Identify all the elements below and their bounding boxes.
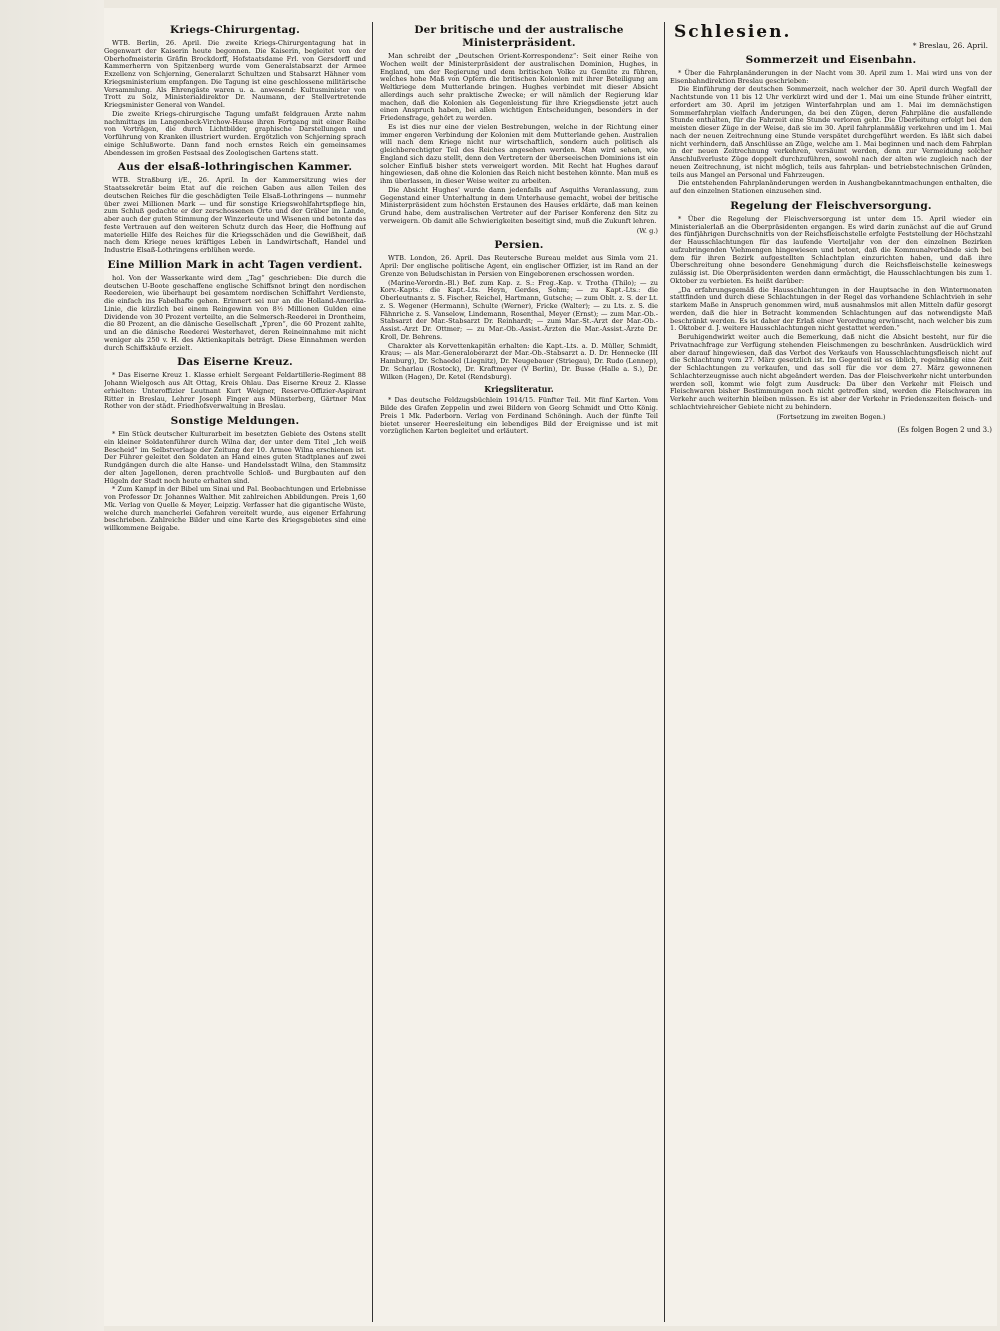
article-paragraph: „Da erfahrungsgemäß die Hausschlachtungen in der Hauptsache in den Wintermonaten stattfinden und durch diese Schlachtungen in der Regel das vorhandene Schlachtvieh in sehr starkem Maße in Anspruch genommen wird, muß ausnahmslos mit allen Mitteln dafür gesorgt werden, daß die hier in Betracht kommenden Schlachtungen auf das notwendigste Maß beschränkt werden. Es ist daher der Erlaß einer Verordnung erwünscht, nach welcher bis zum 1. Oktober d. J. weitere Hausschlachtungen nicht gestattet werden.“	[670, 285, 992, 333]
article-heading: Das Eiserne Kreuz.	[177, 356, 293, 369]
column-middle	[380, 20, 658, 1320]
article-paragraph: WTB. Straßburg i/E., 26. April. In der Kammersitzung wies der Staatssekretär beim Etat auf die reichen Gaben aus allen Teilen des deutschen Reiches für die geschädigten Teile Elsaß-Lothringens — nunmehr über zwei Millionen Mark — und für sonstige Kriegswohlfahrtspflege hin, zum Schluß gedachte er der zerschossenen Orte und der Gräber im Lande, aber auch der guten Stimmung der Winzerleute und Wisenen und betonte das feste Vertrauen auf den weiteren Schutz durch das Heer, die Hoffnung auf materielle Hilfe des Reiches für die Kriegsschäden und die Gewißheit, daß nach dem Kriege neues kräftiges Leben in Landwirtschaft, Handel und Industrie Elsaß-Lothringens erblühen werde.	[104, 176, 366, 254]
article-signature: (W. g.)	[636, 226, 658, 235]
article-paragraph: WTB. London, 26. April. Das Reutersche Bureau meldet aus Simla vom 21. April: Der englische politische Agent, ein englischer Offizier, ist im Rand an der Grenze von Beludschistan in Persien von Eingeborenen erschossen worden.	[380, 254, 658, 278]
article-paragraph: hol. Von der Wasserkante wird dem „Tag“ geschrieben: Die durch die deutschen U-Boote geschaffene englische Schiffsnot bringt den nordischen Reedereien, wie überhaupt bei gesamtem nordischen Schiffahrt Verdienste, die einfach ins Fabelhafte gehen. Erinnert sei nur an die Holland-Amerika-Linie, die kürzlich bei einem Reingewinn von 8½ Millionen Gulden eine Dividende von 30 Prozent verteilte, an die Selmersch-Reederei in Drontheim, die 80 Prozent, an die dänische Gesellschaft „Ypren“, die 60 Prozent zahlte, und an die dänische Reederei Westerhavet, deren Reineinnahme mit nicht weniger als 250 v. H. des Aktienkapitals beträgt. Diese Einnahmen werden durch Schiffskäufe erzielt.	[104, 273, 366, 352]
article-paragraph: Beruhigendwirkt weiter auch die Bemerkung, daß nicht die Absicht besteht, nur für die Privatnachfrage zur Verfügung stehenden Fleischmengen zu beschränken. Ausdrücklich wird aber darauf hingewiesen, daß das Verbot des Verkaufs von Hausschlachtungsfleisch nicht auf die Schlachtung vom 27. März gesetzlich ist. Im Gegenteil ist es üblich, regelmäßig eine Zeit der Schlachtungen zu verkaufen, und das soll für die vor dem 27. März gewonnenen Schlachterzeugnisse auch nicht abgeändert werden. Das der Fleischverkehr nicht unterbunden werden soll, kommt wie folgt zum Ausdruck: Da über den Verkehr mit Fleisch und Fleischwaren bisher Bestimmungen noch nicht getroffen sind, werden die Fleischwaren im Verkehr auch weiterhin bleiben müssen. Es ist aber der Verkehr in Friedenszeiten fleisch- und schlachtviehreicher Gebiete nicht zu behindern.	[670, 333, 992, 411]
article-paragraph: * Zum Kampf in der Bibel um Sinai und Pal. Beobachtungen und Erlebnisse von Professor Dr. Johannes Walther. Mit zahlreichen Abbildungen. Preis 1,60 Mk. Verlag von Quelle & Meyer, Leipzig. Verfasser hat die gigantische Wüste, welche durch mancherlei Gefahren vereitelt wurde, aus eigener Erfahrung beschrieben. Zahlreiche Bilder und eine Karte des Kriegsgebietes sind eine willkommene Beigabe.	[104, 485, 366, 532]
column-rule	[372, 22, 373, 1322]
article-paragraph: Es ist dies nur eine der vielen Bestrebungen, welche in der Richtung einer immer engeren Verbindung der Kolonien mit dem Mutterlande gehen. Australien will nach dem Kriege nicht nur wirtschaftlich, sondern auch politisch als gleichberechtigter Teil des Reiches angesehen werden. Man wird sehen, wie England sich dazu stellt, denn den Vertretern der überseeischen Dominions ist ein solcher Einfluß bisher stets verweigert worden. Mit Recht hat Hughes darauf hingewiesen, daß ohne die Kolonien das Reich nicht bestehen könnte. Man muß es ihm überlassen, in dieser Weise weiter zu arbeiten.	[380, 122, 658, 185]
article-paragraph: WTB. Berlin, 26. April. Die zweite Kriegs-Chirurgentagung hat in Gegenwart der Kaiserin heute begonnen. Die Kaiserin, begleitet von der Oberhofmeisterin Gräfin Brockdorff, Hofstaatsdame Frl. von Gersdorff und Kammerherrn von Spitzenberg wurde vom Generalstabsarzt der Armee Exzellenz von Schjerning, Generalarzt Schultzen und Stabsarzt Hähner vom Kriegsministerium empfangen. Die Tagung ist eine geschlossene militärische Versammlung. Als Ehrengäste waren u. a. anwesend: Kultusminister von Trott zu Solz, Ministerialdirektor Dr. Naumann, der Stellvertretende Kriegsminister General von Wandel.	[104, 39, 366, 109]
article-heading: Kriegs-Chirurgentag.	[170, 24, 300, 36]
article-heading: Der britische und der australische Ministerpräsident.	[414, 24, 624, 49]
article-heading: Sommerzeit und Eisenbahn.	[745, 53, 917, 66]
article-heading: Aus der elsaß-lothringischen Kammer.	[117, 161, 353, 174]
page-margin	[0, 0, 104, 1331]
article-paragraph: * Ein Stück deutscher Kulturarbeit im besetzten Gebiete des Ostens stellt ein kleiner Soldatenführer durch Wilna dar, der unter dem Titel „Ich weiß Bescheid“ im Selbstverlage der Zeitung der 10. Armee Wilna erschienen ist. Der Führer geleitet den Soldaten an Hand eines guten Stadtplanes auf zwei Rundgängen durch die alte Hanse- und Handelsstadt Wilna, den Stammsitz der alten Jagellonen, deren prachtvolle Schloß- und Burgbauten auf den Hügeln der Stadt noch heute erhalten sind.	[104, 430, 366, 485]
article-heading: Persien.	[494, 239, 544, 252]
newspaper-page	[104, 8, 997, 1326]
article-paragraph: Die entstehenden Fahrplanänderungen werden in Aushangbekanntmachungen enthalten, die auf den einzelnen Stationen einzusehen sind.	[670, 179, 992, 195]
article-paragraph: Die zweite Kriegs-chirurgische Tagung umfaßt feldgrauen Ärzte nahm nachmittags im Langenbeck-Virchow-Hause ihren Fortgang mit einer Reihe von Vorträgen, die durch Lichtbilder, graphische Darstellungen und Vorführung von Kranken illustriert wurden. Ergötzlich von Schjerning sprach einige Schlußworte. Dann fand noch ernstes Reich ein gemeinsames Abendessen im großen Festsaal des Zoologischen Gartens statt.	[104, 109, 366, 157]
page-footer: (Es folgen Bogen 2 und 3.)	[897, 426, 992, 435]
article-paragraph: Die Einführung der deutschen Sommerzeit, nach welcher der 30. April durch Wegfall der Nachtstunde von 11 bis 12 Uhr verkürzt wird und der 1. Mai um eine Stunde früher eintritt, erfordert am 30. April im jetzigen Winterfahrplan und am 1. Mai im demnächstigen Sommerfahrplan vielfach Änderungen, da bei den Zügen, deren Fahrpläne die ausfallende Stunde enthalten, für die Fahrzeit eine Stunde verloren geht. Die Überleitung erfolgt bei den meisten dieser Züge in der Weise, daß sie im 30. April fahrplanmäßig verkehren und im 1. Mai nach der neuen Zeitrechnung eine Stunde verspätet durchgeführt werden. Es läßt sich dabei nicht verhindern, daß Anschlüsse an Züge, welche am 1. Mai beginnen und nach dem Fahrplan in der neuen Zeitrechnung verkehren, versäumt werden, denn zur Vermeidung solcher Anschlußverluste Züge doppelt durchzuführen, sowohl nach der alten wie zugleich nach der neuen Zeitrechnung, ist nicht möglich, teils aus fahrplan- und betriebstechnischen Gründen, teils aus Mangel an Personal und Fahrzeugen.	[670, 85, 992, 179]
article-paragraph: * Das Eiserne Kreuz 1. Klasse erhielt Sergeant Feldartillerie-Regiment 88 Johann Wielgosch aus Alt Ottag, Kreis Ohlau. Das Eiserne Kreuz 2. Klasse erhielten: Unteroffizier Leutnant Kurt Weigner, Reserve-Offizier-Aspirant Ritter in Breslau, Lehrer Joseph Finger aus Münsterberg, Gärtner Max Rother von der städt. Friedhofsverwaltung in Breslau.	[104, 371, 366, 411]
continuation-note: (Fortsetzung im zweiten Bogen.)	[776, 412, 886, 421]
article-paragraph: (Marine-Verordn.-Bl.) Bef. zum Kap. z. S.: Freg.-Kap. v. Trotha (Thilo); — zu Korv.-Kapts.: die Kapt.-Lts. Heyn, Gerdes, Sohm; — zu Kapt.-Lts.: die Oberleutnants z. S. Fischer, Reichel, Hartmann, Gutsche; — zum Oblt. z. S. der Lt. z. S. Wegener (Hermann), Schulte (Werner), Fricke (Walter); — zu Lts. z. S. die Fähnriche z. S. Vanselow, Lindemann, Rosenthal, Meyer (Ernst); — zum Mar.-Ob.-Stabsarzt der Mar.-Stabsarzt Dr. Reinhardt; — zum Mar.-St.-Arzt der Mar.-Ob.-Assist.-Arzt Dr. Ottmer; — zu Mar.-Ob.-Assist.-Ärzten die Mar.-Assist.-Ärzte Dr. Kroll, Dr. Behrens.	[380, 278, 658, 341]
article-paragraph: Man schreibt der „Deutschen Orient-Korrespondenz“: Seit einer Reihe von Wochen weilt der Ministerpräsident der australischen Dominion, Hughes, in England, um der Regierung und dem britischen Volke zu Gemüte zu führen, welches hohe Maß von Opfern die britischen Kolonien mit ihrer Beteiligung am Weltkriege dem Mutterlande bringen. Hughes verbindet mit dieser Absicht allerdings auch sehr praktische Zwecke; er will nämlich der Regierung klar machen, daß die Kolonien als Gegenleistung für ihre Kriegsdienste jetzt auch einen Anspruch haben, bei allen wichtigen Entscheidungen, besonders in der Friedensfrage, gehört zu werden.	[380, 52, 658, 122]
column-left	[104, 20, 366, 1320]
article-heading: Kriegsliteratur.	[484, 384, 554, 395]
article-paragraph: * Über die Fahrplanänderungen in der Nacht vom 30. April zum 1. Mai wird uns von der Eisenbahndirektion Breslau geschrieben:	[670, 68, 992, 85]
dateline: * Breslau, 26. April.	[912, 41, 988, 50]
article-heading: Sonstige Meldungen.	[170, 415, 300, 427]
article-paragraph: Die Absicht Hughes' wurde dann jedenfalls auf Asquiths Veranlassung, zum Gegenstand einer Unterhaltung in dem Unterhause gemacht, wobei der britische Ministerpräsident zum höchsten Erstaunen des Hauses erklärte, daß man keinen Grund habe, dem australischen Vertreter auf der Pariser Konferenz den Sitz zu verweigern. Ob damit alle Schwierigkeiten beseitigt sind, muß die Zukunft lehren.	[380, 185, 658, 225]
article-paragraph: Charakter als Korvettenkapitän erhalten: die Kapt.-Lts. a. D. Müller, Schmidt, Kraus; — als Mar.-Generaloberarzt der Mar.-Ob.-Stabsarzt a. D. Dr. Hennecke (III Hamburg), Dr. Schaedel (Liegnitz), Dr. Neugebauer (Striegau), Dr. Rudo (Lennep), Dr. Scharlau (Rostock), Dr. Kraftmeyer (V Berlin), Dr. Busse (Halle a. S.), Dr. Wilken (Hagen), Dr. Ketel (Rendsburg).	[380, 341, 658, 381]
section-masthead: Schlesien.	[674, 22, 792, 42]
article-paragraph: * Das deutsche Feldzugsbüchlein 1914/15. Fünfter Teil. Mit fünf Karten. Vom Bilde des Grafen Zeppelin und zwei Bildern von Georg Schmidt und Otto König. Preis 1 Mk. Paderborn. Verlag von Ferdinand Schöningh. Auch der fünfte Teil bietet unserer Heeresleitung ein lebendiges Bild der Ereignisse und ist mit vorzüglichen Karten begleitet und erläutert.	[380, 396, 658, 436]
article-heading: Eine Million Mark in acht Tagen verdient.	[107, 258, 363, 271]
article-paragraph: * Über die Regelung der Fleischversorgung ist unter dem 15. April wieder ein Ministerialerlaß an die Oberpräsidenten ergangen. Es wird darin zunächst auf die auf Grund des fünfjährigen Durchschnitts von der Reichsfleischstelle erfolgte Feststellung der Höchstzahl der Hausschlachtungen für das laufende Vierteljahr von der den einzelnen Bezirken aufzubringenden Viehmengen hingewiesen und betont, daß die Kommunalverbände sich bei dem für ihren Bezirk aufgestellten Schlachtplan einzurichten haben, und daß ihre Überschreitung ohne besondere Genehmigung durch die Reichsfleischstelle keineswegs zulässig ist. Die Oberpräsidenten werden dann ermächtigt, die Hausschlachtungen bis zum 1. Oktober zu verbieten. Es heißt darüber:	[670, 214, 992, 285]
column-rule	[664, 22, 665, 1322]
article-heading: Regelung der Fleischversorgung.	[730, 199, 932, 212]
column-right	[670, 20, 992, 1320]
